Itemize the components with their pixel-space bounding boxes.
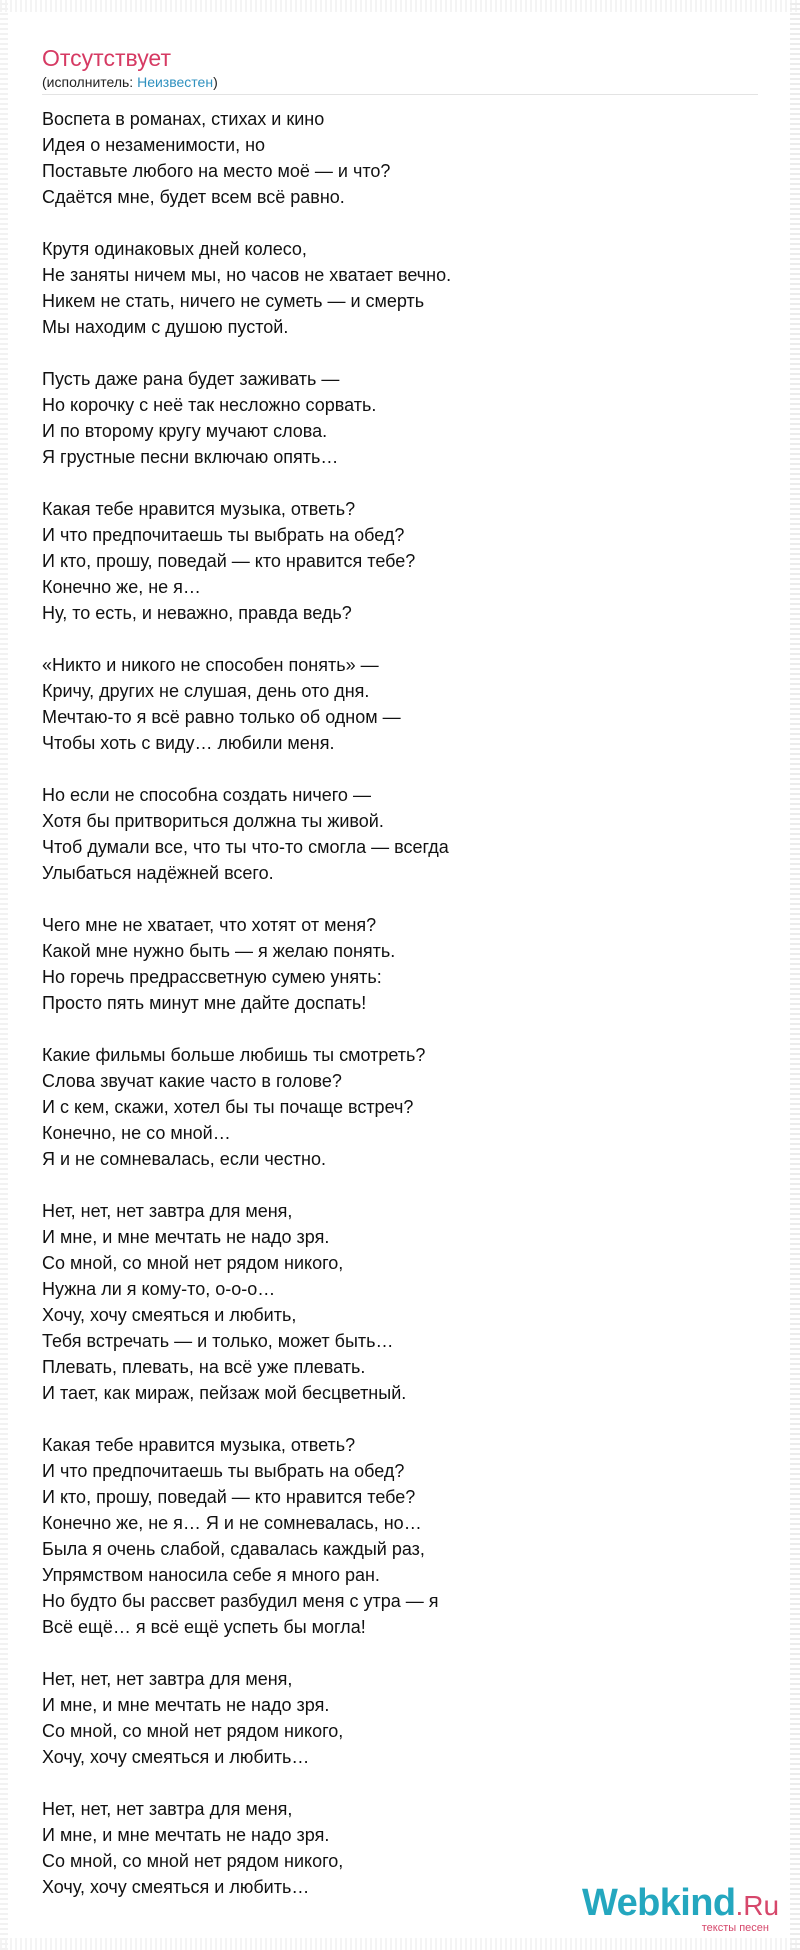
lyric-line: Крутя одинаковых дней колесо, — [42, 239, 307, 259]
song-title: Отсутствует — [42, 45, 171, 71]
lyric-line: Тебя встречать — и только, может быть… — [42, 1331, 394, 1351]
lyric-line: И что предпочитаешь ты выбрать на обед? — [42, 525, 405, 545]
lyric-line: Но если не способна создать ничего — — [42, 785, 371, 805]
lyric-line: Со мной, со мной нет рядом никого, — [42, 1253, 344, 1273]
lyric-line: Нет, нет, нет завтра для меня, — [42, 1201, 293, 1221]
lyric-line: Со мной, со мной нет рядом никого, — [42, 1721, 344, 1741]
lyric-line: Идея о незаменимости, но — [42, 135, 266, 155]
lyric-line: Конечно же, не я… Я и не сомневалась, но… — [42, 1513, 422, 1533]
logo-web-text: Webkind — [582, 1882, 736, 1924]
lyric-line: И что предпочитаешь ты выбрать на обед? — [42, 1461, 405, 1481]
lyrics-stanza — [42, 782, 742, 886]
lyric-line: Но будто бы рассвет разбудил меня с утра — я — [42, 1591, 439, 1611]
lyric-line: И кто, прошу, поведай — кто нравится тебе? — [42, 1487, 416, 1507]
lyrics-stanza — [42, 236, 742, 340]
lyric-line: Ну, то есть, и неважно, правда ведь? — [42, 603, 352, 623]
logo-wordmark — [582, 1882, 780, 1927]
lyric-line: И по второму кругу мучают слова. — [42, 421, 328, 441]
lyric-line: И мне, и мне мечтать не надо зря. — [42, 1227, 330, 1247]
lyric-line: Я грустные песни включаю опять… — [42, 447, 339, 467]
lyric-line: Чего мне не хватает, что хотят от меня? — [42, 915, 377, 935]
lyric-line: Плевать, плевать, на всё уже плевать. — [42, 1357, 366, 1377]
lyric-line: Со мной, со мной нет рядом никого, — [42, 1851, 344, 1871]
lyric-line: Всё ещё… я всё ещё успеть бы могла! — [42, 1617, 366, 1637]
right-frame — [790, 0, 800, 1950]
lyrics-stanza — [42, 1042, 742, 1172]
lyric-line: И мне, и мне мечтать не надо зря. — [42, 1695, 330, 1715]
lyrics-stanza — [42, 912, 742, 1016]
lyrics-stanza — [42, 652, 742, 756]
lyric-line: Нужна ли я кому-то, о-о-о… — [42, 1279, 276, 1299]
lyric-line: Кричу, других не слушая, день ото дня. — [42, 681, 370, 701]
artist-suffix: ) — [213, 74, 218, 90]
lyric-line: Пусть даже рана будет заживать — — [42, 369, 340, 389]
lyrics-body — [42, 106, 742, 1926]
lyrics-stanza — [42, 1432, 742, 1640]
lyric-line: Чтобы хоть с виду… любили меня. — [42, 733, 335, 753]
lyric-line: Конечно же, не я… — [42, 577, 201, 597]
lyric-line: Чтоб думали все, что ты что-то смогла — всегда — [42, 837, 449, 857]
site-logo[interactable] — [582, 1882, 780, 1934]
lyric-line: Какие фильмы больше любишь ты смотреть? — [42, 1045, 426, 1065]
lyric-line: Какой мне нужно быть — я желаю понять. — [42, 941, 396, 961]
lyric-line: Мы находим с душою пустой. — [42, 317, 289, 337]
lyric-line: Нет, нет, нет завтра для меня, — [42, 1669, 293, 1689]
lyric-line: Поставьте любого на место моё — и что? — [42, 161, 391, 181]
lyric-line: Хочу, хочу смеяться и любить… — [42, 1877, 310, 1897]
lyric-line: Хочу, хочу смеяться и любить, — [42, 1305, 297, 1325]
logo-ru-text: .Ru — [735, 1890, 780, 1921]
lyrics-stanza — [42, 1198, 742, 1406]
lyric-line: Улыбаться надёжней всего. — [42, 863, 274, 883]
lyrics-stanza — [42, 366, 742, 470]
lyric-line: Нет, нет, нет завтра для меня, — [42, 1799, 293, 1819]
artist-prefix: (исполнитель: — [42, 74, 138, 90]
lyric-line: Хочу, хочу смеяться и любить… — [42, 1747, 310, 1767]
lyric-line: Какая тебе нравится музыка, ответь? — [42, 499, 356, 519]
lyric-line: И с кем, скажи, хотел бы ты почаще встреч? — [42, 1097, 414, 1117]
lyric-line: И кто, прошу, поведай — кто нравится тебе? — [42, 551, 416, 571]
lyric-line: Я и не сомневалась, если честно. — [42, 1149, 326, 1169]
lyric-line: Конечно, не со мной… — [42, 1123, 231, 1143]
bottom-frame — [0, 1938, 800, 1950]
artist-line — [42, 73, 758, 95]
lyric-line: Была я очень слабой, сдавалась каждый раз, — [42, 1539, 425, 1559]
left-frame — [0, 0, 8, 1950]
lyric-line: И мне, и мне мечтать не надо зря. — [42, 1825, 330, 1845]
lyric-line: Упрямством наносила себе я много ран. — [42, 1565, 380, 1585]
lyric-line: Просто пять минут мне дайте доспать! — [42, 993, 367, 1013]
top-frame — [0, 0, 800, 12]
lyric-line: Не заняты ничем мы, но часов не хватает вечно. — [42, 265, 452, 285]
lyrics-stanza — [42, 1666, 742, 1770]
song-header — [42, 44, 758, 95]
lyric-line: Воспета в романах, стихах и кино — [42, 109, 325, 129]
lyric-line: Никем не стать, ничего не суметь — и смерть — [42, 291, 425, 311]
lyric-line: Но горечь предрассветную сумею унять: — [42, 967, 382, 987]
lyric-line: Какая тебе нравится музыка, ответь? — [42, 1435, 356, 1455]
lyric-line: Сдаётся мне, будет всем всё равно. — [42, 187, 345, 207]
lyric-line: Хотя бы притвориться должна ты живой. — [42, 811, 384, 831]
lyrics-stanza — [42, 496, 742, 626]
lyric-line: И тает, как мираж, пейзаж мой бесцветный. — [42, 1383, 407, 1403]
artist-link[interactable]: Неизвестен — [137, 74, 214, 90]
lyric-line: Слова звучат какие часто в голове? — [42, 1071, 342, 1091]
logo-subtitle: тексты песен — [701, 1922, 769, 1934]
lyric-line: «Никто и никого не способен понять» — — [42, 655, 379, 675]
lyric-line: Но корочку с неё так несложно сорвать. — [42, 395, 377, 415]
lyrics-stanza — [42, 106, 742, 210]
lyric-line: Мечтаю-то я всё равно только об одном — — [42, 707, 401, 727]
